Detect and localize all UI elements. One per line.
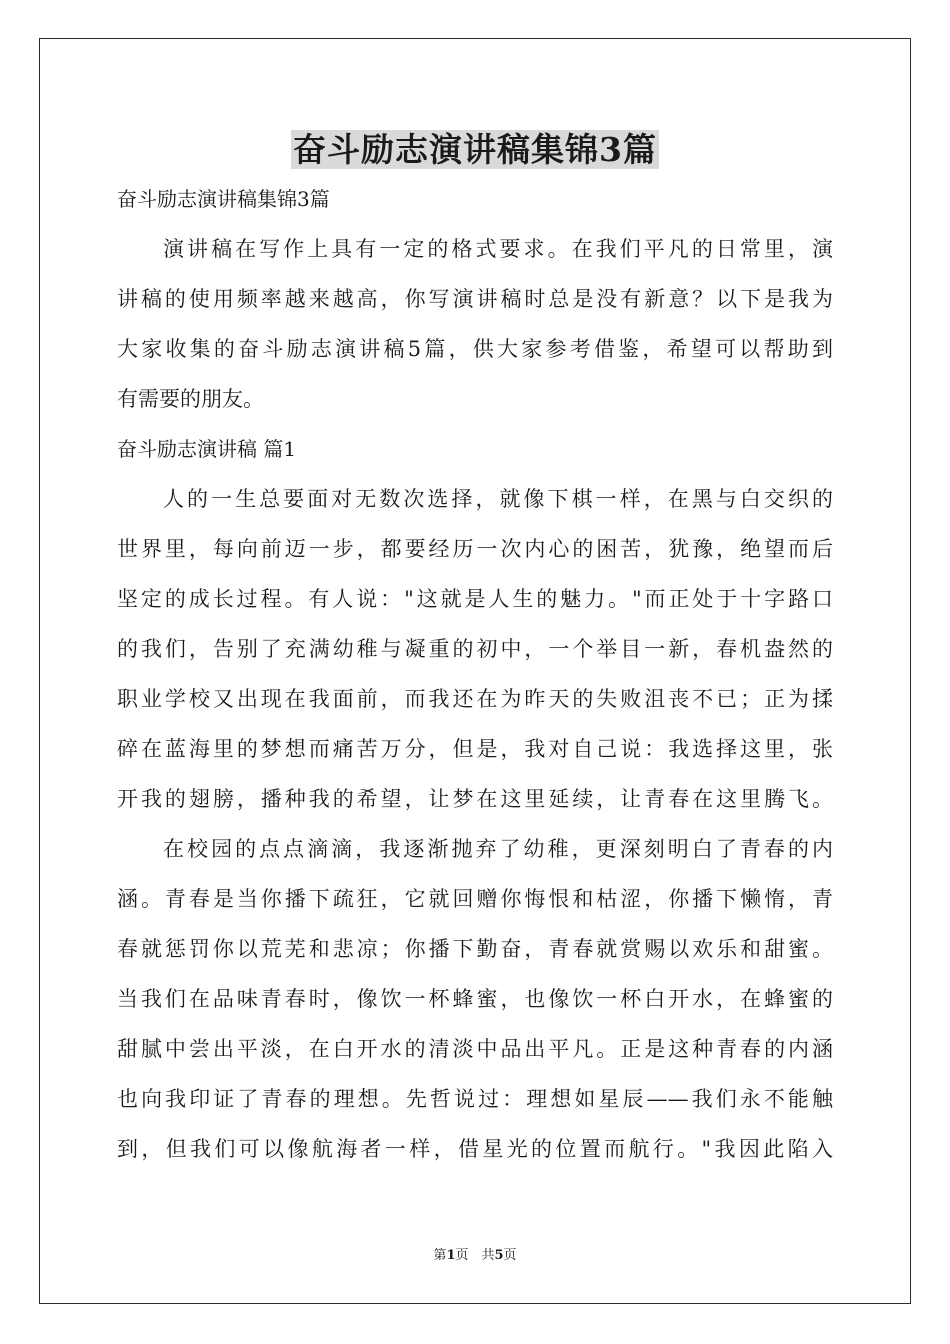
footer-mid: 页 共: [455, 1248, 495, 1263]
paragraph-line: 碎在蓝海里的梦想而痛苦万分，但是，我对自己说：我选择这里，张: [117, 737, 833, 761]
paragraph-line: 人的一生总要面对无数次选择，就像下棋一样，在黑与白交织的: [163, 487, 833, 511]
footer-suffix: 页: [503, 1248, 517, 1263]
intro-line: 有需要的朋友。: [117, 387, 264, 411]
paragraph-line: 甜腻中尝出平淡，在白开水的清淡中品出平凡。正是这种青春的内涵: [117, 1037, 833, 1061]
paragraph-line: 到，但我们可以像航海者一样，借星光的位置而航行。"我因此陷入: [117, 1137, 833, 1161]
paragraph-line: 也向我印证了青春的理想。先哲说过：理想如星辰——我们永不能触: [117, 1087, 833, 1111]
paragraph-line: 职业学校又出现在我面前，而我还在为昨天的失败沮丧不已；正为揉: [117, 687, 833, 711]
paragraph-line: 开我的翅膀，播种我的希望，让梦在这里延续，让青春在这里腾飞。: [117, 787, 833, 811]
paragraph-line: 坚定的成长过程。有人说："这就是人生的魅力。"而正处于十字路口: [117, 587, 833, 611]
document-title-text: 奋斗励志演讲稿集锦3篇: [293, 130, 657, 169]
document-subtitle: 奋斗励志演讲稿集锦3篇: [117, 187, 330, 211]
paragraph-line: 世界里，每向前迈一步，都要经历一次内心的困苦，犹豫，绝望而后: [117, 537, 833, 561]
paragraph-line: 的我们，告别了充满幼稚与凝重的初中，一个举目一新，春机盎然的: [117, 637, 833, 661]
section-heading: 奋斗励志演讲稿 篇1: [117, 437, 297, 461]
footer-prefix: 第: [433, 1248, 447, 1263]
intro-line: 大家收集的奋斗励志演讲稿5篇，供大家参考借鉴，希望可以帮助到: [117, 337, 833, 361]
footer-page-current: 1: [446, 1248, 456, 1263]
paragraph-line: 涵。青春是当你播下疏狂，它就回赠你悔恨和枯涩，你播下懒惰，青: [117, 887, 833, 911]
paragraph-line: 当我们在品味青春时，像饮一杯蜂蜜，也像饮一杯白开水，在蜂蜜的: [117, 987, 833, 1011]
document-body: [117, 181, 833, 1181]
intro-line: 演讲稿在写作上具有一定的格式要求。在我们平凡的日常里，演: [163, 237, 833, 261]
footer-page-total: 5: [494, 1248, 504, 1263]
paragraph-line: 春就惩罚你以荒芜和悲凉；你播下勤奋，青春就赏赐以欢乐和甜蜜。: [117, 937, 833, 961]
paragraph-line: 在校园的点点滴滴，我逐渐抛弃了幼稚，更深刻明白了青春的内: [163, 837, 833, 861]
page-footer: [0, 1247, 950, 1265]
intro-line: 讲稿的使用频率越来越高，你写演讲稿时总是没有新意？以下是我为: [117, 287, 833, 311]
document-title: [0, 126, 950, 174]
